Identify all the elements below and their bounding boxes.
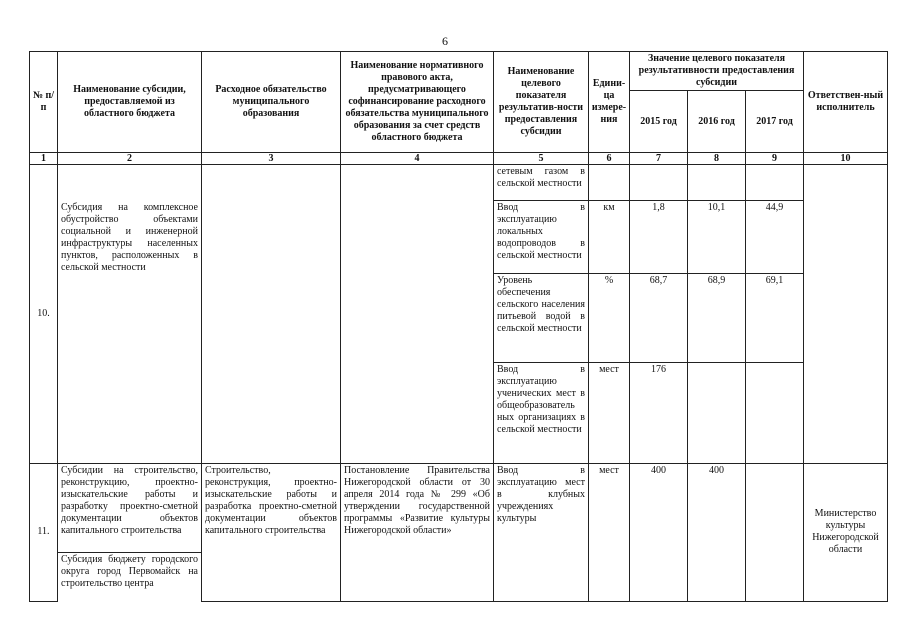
empty-cell — [589, 165, 630, 201]
indicator-name: Ввод в эксплуатацию мест в клубных учреждениях культуры — [494, 464, 589, 602]
unit-cell: % — [589, 274, 630, 363]
value-2017: 44,9 — [746, 201, 804, 274]
column-number: 1 — [30, 153, 58, 165]
empty-cell — [804, 165, 888, 464]
executor: Министерство культуры Нижегородской области — [804, 464, 888, 602]
column-number: 8 — [688, 153, 746, 165]
indicator-name: Ввод в эксплуатацию ученических мест в общеобразователь ных организациях в сельской местности — [494, 363, 589, 464]
unit-cell: мест — [589, 464, 630, 602]
value-2017: 69,1 — [746, 274, 804, 363]
empty-cell — [746, 464, 804, 602]
empty-cell — [202, 165, 341, 464]
header-unit: Едини-ца измере-ния — [589, 52, 630, 153]
value-2016: 68,9 — [688, 274, 746, 363]
indicator-name: сетевым газом в сельской местности — [494, 165, 589, 201]
row-number: 11. — [30, 464, 58, 602]
column-number: 6 — [589, 153, 630, 165]
subsidy-table — [29, 51, 888, 602]
subsidy-name: Субсидии на строительство, реконструкцию, проектно-изыскательские работы и разработку проектно-сметной документации объектов капитального строительства — [58, 464, 202, 553]
indicator-name: Ввод в эксплуатацию локальных водопроводов в сельской местности — [494, 201, 589, 274]
subsidy-name: Субсидия на комплексное обустройство объектами социальной и инженерной инфраструктуры населенных пунктов, расположенных в сельской местности — [58, 201, 202, 464]
header-subsidy-name: Наименование субсидии, предоставляемой из областного бюджета — [58, 52, 202, 153]
column-number: 7 — [630, 153, 688, 165]
row-number: 10. — [30, 165, 58, 464]
empty-cell — [746, 165, 804, 201]
column-number: 4 — [341, 153, 494, 165]
column-number: 3 — [202, 153, 341, 165]
column-number: 2 — [58, 153, 202, 165]
header-no: № п/п — [30, 52, 58, 153]
empty-cell — [341, 165, 494, 464]
header-2016: 2016 год — [688, 91, 746, 153]
legal-act: Постановление Правительства Нижегородской области от 30 апреля 2014 года № 299 «Об утверждении государственной программы «Развитие культуры Нижегородской области» — [341, 464, 494, 602]
header-values-group: Значение целевого показателя результативности предоставления субсидии — [630, 52, 804, 91]
column-number: 10 — [804, 153, 888, 165]
subsidy-name — [58, 553, 202, 602]
unit-cell: км — [589, 201, 630, 274]
indicator-name: Уровень обеспечения сельского населения питьевой водой в сельской местности — [494, 274, 589, 363]
value-2015: 1,8 — [630, 201, 688, 274]
header-executor: Ответствен-ный исполнитель — [804, 52, 888, 153]
value-2015: 176 — [630, 363, 688, 464]
obligation: Строительство, реконструкция, проектно-изыскательские работы и разработка проектно-сметной документации объектов капитального строительства — [202, 464, 341, 602]
empty-cell — [746, 363, 804, 464]
column-number: 9 — [746, 153, 804, 165]
header-obligation: Расходное обязательство муниципального образования — [202, 52, 341, 153]
subsidy-name-text: Субсидия бюджету городского округа город Первомайск на строительство центра — [61, 554, 198, 589]
value-2015: 68,7 — [630, 274, 688, 363]
value-2015: 400 — [630, 464, 688, 602]
header-2017: 2017 год — [746, 91, 804, 153]
empty-cell — [58, 165, 202, 201]
empty-cell — [688, 165, 746, 201]
header-2015: 2015 год — [630, 91, 688, 153]
unit-cell: мест — [589, 363, 630, 464]
header-indicator: Наименование целевого показателя результатив-ности предоставления субсидии — [494, 52, 589, 153]
empty-cell — [688, 363, 746, 464]
header-legal-act: Наименование нормативного правового акта, предусматривающего софинансирование расходного обязательства муниципального образования за счет средств областного бюджета — [341, 52, 494, 153]
value-2016: 400 — [688, 464, 746, 602]
page-number: 6 — [442, 34, 448, 48]
empty-cell — [630, 165, 688, 201]
column-number: 5 — [494, 153, 589, 165]
value-2016: 10,1 — [688, 201, 746, 274]
